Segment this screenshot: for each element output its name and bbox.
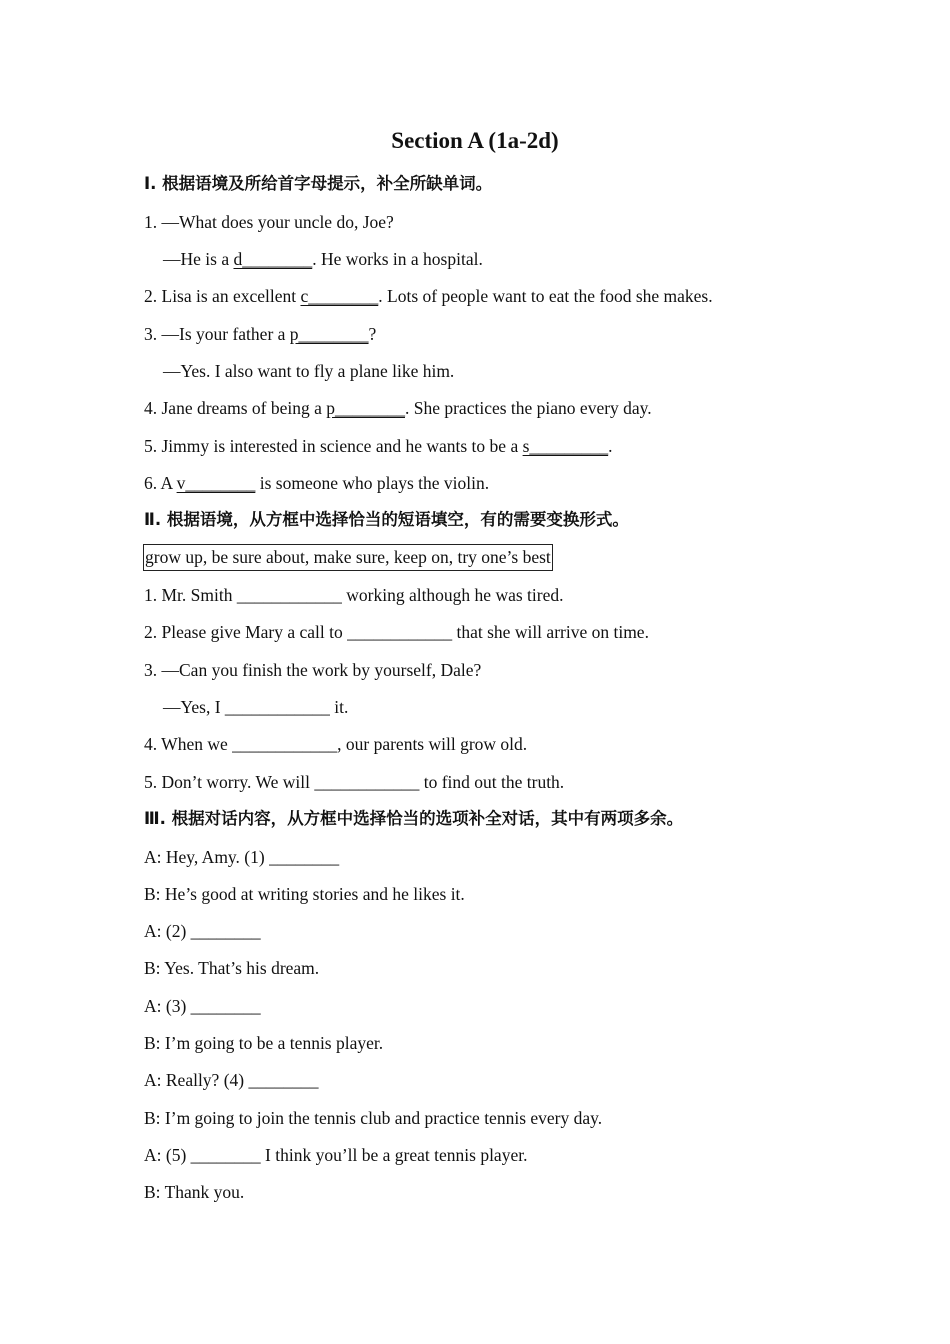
item-text: 2. Lisa is an excellent: [144, 286, 301, 306]
item-text: 6. A: [144, 473, 177, 493]
dialogue-line: A: Really? (4) ________: [144, 1070, 319, 1090]
answer-blank[interactable]: p________: [326, 398, 405, 418]
dialogue-line: A: Hey, Amy. (1) ________: [144, 847, 340, 867]
answer-blank[interactable]: v________: [176, 473, 256, 493]
part2-item-2: 2. Please give Mary a call to ____________ that she will arrive on time.: [144, 622, 649, 642]
page-title: Section A (1a-2d): [391, 128, 559, 153]
answer-blank[interactable]: p________: [289, 324, 369, 344]
dialogue-line: B: I’m going to join the tennis club and practice tennis every day.: [144, 1108, 603, 1128]
part2-item-3-question: 3. —Can you finish the work by yourself, Dale?: [144, 660, 482, 680]
item-text: . She practices the piano every day.: [404, 398, 652, 418]
part3-heading: Ⅲ. 根据对话内容，从方框中选择恰当的选项补全对话，其中有两项多余。: [144, 809, 684, 828]
dialogue-line: B: Yes. That’s his dream.: [144, 958, 320, 978]
part2-item-3-answer: —Yes, I ____________ it.: [163, 697, 349, 717]
item-text: ?: [368, 324, 377, 344]
dialogue-line: B: He’s good at writing stories and he likes it.: [144, 884, 465, 904]
dialogue-line: A: (2) ________: [144, 921, 261, 941]
phrase-box: grow up, be sure about, make sure, keep on, try one’s best: [143, 544, 553, 571]
dialogue-line: B: Thank you.: [144, 1182, 245, 1202]
part1-heading: Ⅰ. 根据语境及所给首字母提示，补全所缺单词。: [144, 174, 493, 193]
item-text: 4. Jane dreams of being a: [144, 398, 327, 418]
part2-item-4: 4. When we ____________, our parents will grow old.: [144, 734, 528, 754]
item-text: 3. —Is your father a: [144, 324, 290, 344]
part1-item-1-answer: [163, 247, 483, 271]
answer-blank[interactable]: s_________: [522, 436, 609, 456]
item-text: 5. Jimmy is interested in science and he wants to be a: [144, 436, 523, 456]
part1-item-4: [144, 396, 652, 420]
dialogue-line: A: (5) ________ I think you’ll be a great tennis player.: [144, 1145, 528, 1165]
dialogue-line: B: I’m going to be a tennis player.: [144, 1033, 384, 1053]
item-text: . He works in a hospital.: [312, 249, 483, 269]
part2-heading: Ⅱ. 根据语境，从方框中选择恰当的短语填空，有的需要变换形式。: [144, 510, 629, 529]
item-text: is someone who plays the violin.: [255, 473, 490, 493]
part1-item-3-question: [144, 322, 376, 346]
part1-item-1-question: [144, 210, 394, 234]
item-text: 1. —What does your uncle do, Joe?: [144, 212, 394, 232]
item-text: .: [608, 436, 613, 456]
part1-item-3-answer: [163, 359, 454, 383]
answer-blank[interactable]: c________: [300, 286, 379, 306]
answer-blank[interactable]: d________: [233, 249, 313, 269]
part1-item-5: [144, 434, 613, 458]
item-text: . Lots of people want to eat the food she makes.: [378, 286, 713, 306]
dialogue-line: A: (3) ________: [144, 996, 261, 1016]
part2-item-1: 1. Mr. Smith ____________ working although he was tired.: [144, 585, 564, 605]
part1-item-6: [144, 471, 489, 495]
part2-item-5: 5. Don’t worry. We will ____________ to find out the truth.: [144, 772, 565, 792]
item-text: —He is a: [163, 249, 234, 269]
part1-item-2: [144, 284, 713, 308]
item-text: —Yes. I also want to fly a plane like him.: [163, 361, 455, 381]
